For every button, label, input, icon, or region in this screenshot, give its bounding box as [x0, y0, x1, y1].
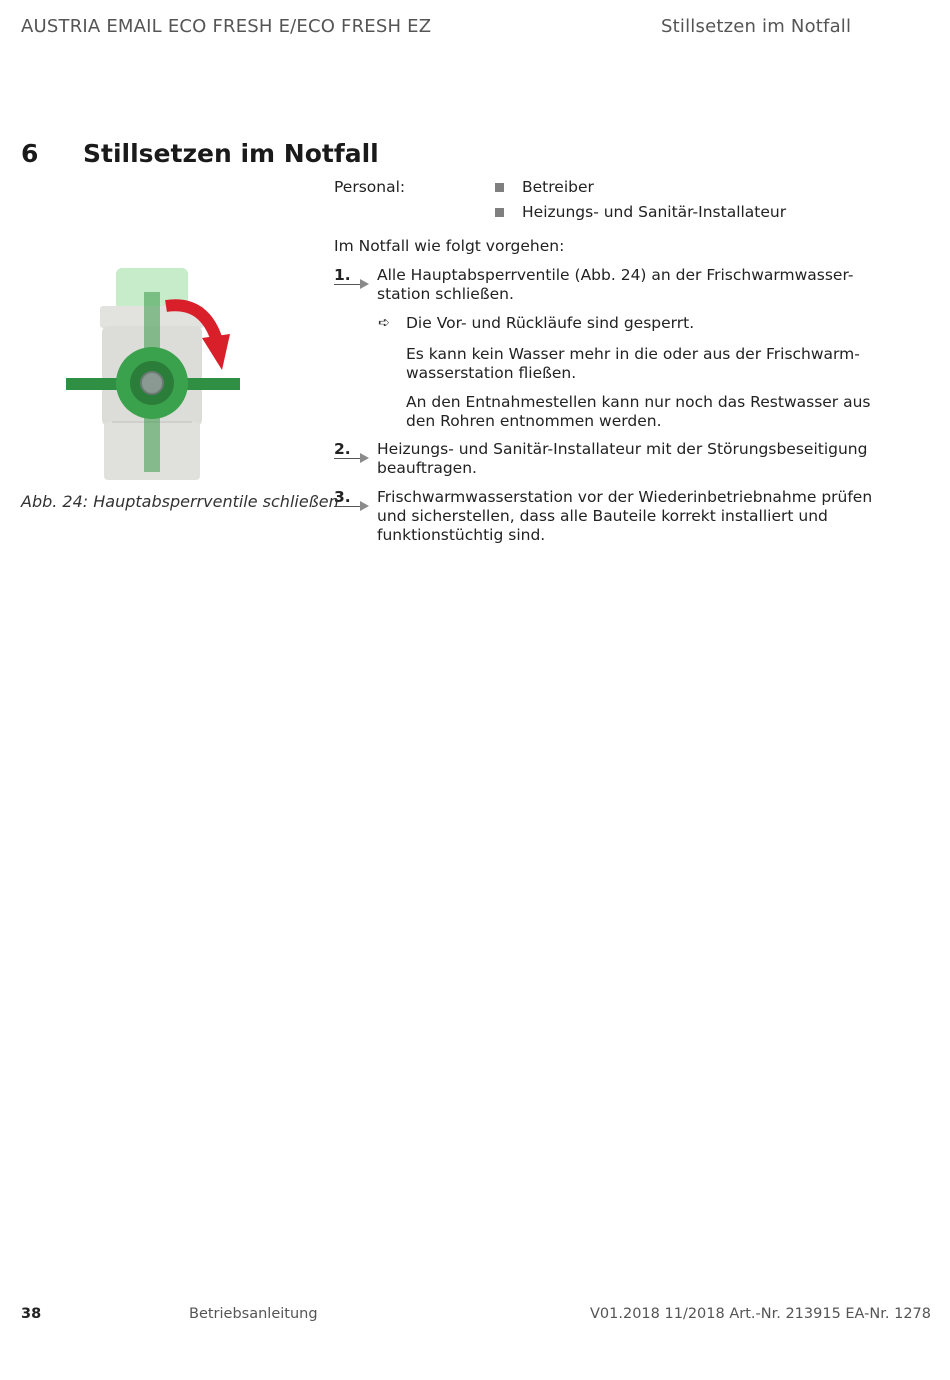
footer-doc-type: Betriebsanleitung	[189, 1306, 318, 1322]
result-note-line: wasserstation fließen.	[406, 364, 577, 382]
step-number: 3.	[334, 488, 351, 506]
chapter-number: 6	[21, 139, 39, 168]
footer-version: V01.2018 11/2018 Art.-Nr. 213915 EA-Nr. 1278	[590, 1306, 931, 1322]
step-result: Die Vor- und Rückläufe sind gesperrt.	[406, 314, 695, 332]
personnel-item: Betreiber	[522, 178, 594, 196]
step-underline	[334, 284, 360, 285]
valve-screw	[141, 372, 163, 394]
step-text-line: station schließen.	[377, 285, 514, 303]
step-text-line: Frischwarmwasserstation vor der Wiederinbetriebnahme prüfen	[377, 488, 873, 506]
result-note-line: Es kann kein Wasser mehr in die oder aus der Frischwarm-	[406, 345, 860, 363]
rotate-arrow-head	[202, 334, 230, 370]
step-number: 1.	[334, 266, 351, 284]
page-number: 38	[21, 1306, 42, 1322]
step-arrow-icon	[360, 501, 369, 511]
step-text-line: Heizungs- und Sanitär-Installateur mit der Störungsbeseitigung	[377, 440, 868, 458]
chapter-title: Stillsetzen im Notfall	[83, 139, 379, 168]
valve-illustration	[22, 262, 314, 484]
result-note-line: An den Entnahmestellen kann nur noch das Restwasser aus	[406, 393, 871, 411]
step-text-line: Alle Hauptabsperrventile (Abb. 24) an der Frischwarmwasser-	[377, 266, 854, 284]
step-text-line: beauftragen.	[377, 459, 477, 477]
personnel-item: Heizungs- und Sanitär-Installateur	[522, 203, 787, 221]
header-section: Stillsetzen im Notfall	[661, 16, 852, 37]
personnel-label: Personal:	[334, 178, 406, 196]
step-text-line: und sicherstellen, dass alle Bauteile korrekt installiert und	[377, 507, 828, 525]
bullet-square-icon	[495, 183, 504, 192]
result-note-line: den Rohren entnommen werden.	[406, 412, 662, 430]
procedure-intro: Im Notfall wie folgt vorgehen:	[334, 237, 565, 255]
step-arrow-icon	[360, 453, 369, 463]
step-text-line: funktionstüchtig sind.	[377, 526, 546, 544]
result-arrow-icon: ➪	[378, 315, 390, 331]
bullet-square-icon	[495, 208, 504, 217]
header-product: AUSTRIA EMAIL ECO FRESH E/ECO FRESH EZ	[21, 16, 432, 37]
figure-caption: Abb. 24: Hauptabsperrventile schließen	[21, 492, 339, 511]
step-number: 2.	[334, 440, 351, 458]
step-underline	[334, 458, 360, 459]
step-arrow-icon	[360, 279, 369, 289]
